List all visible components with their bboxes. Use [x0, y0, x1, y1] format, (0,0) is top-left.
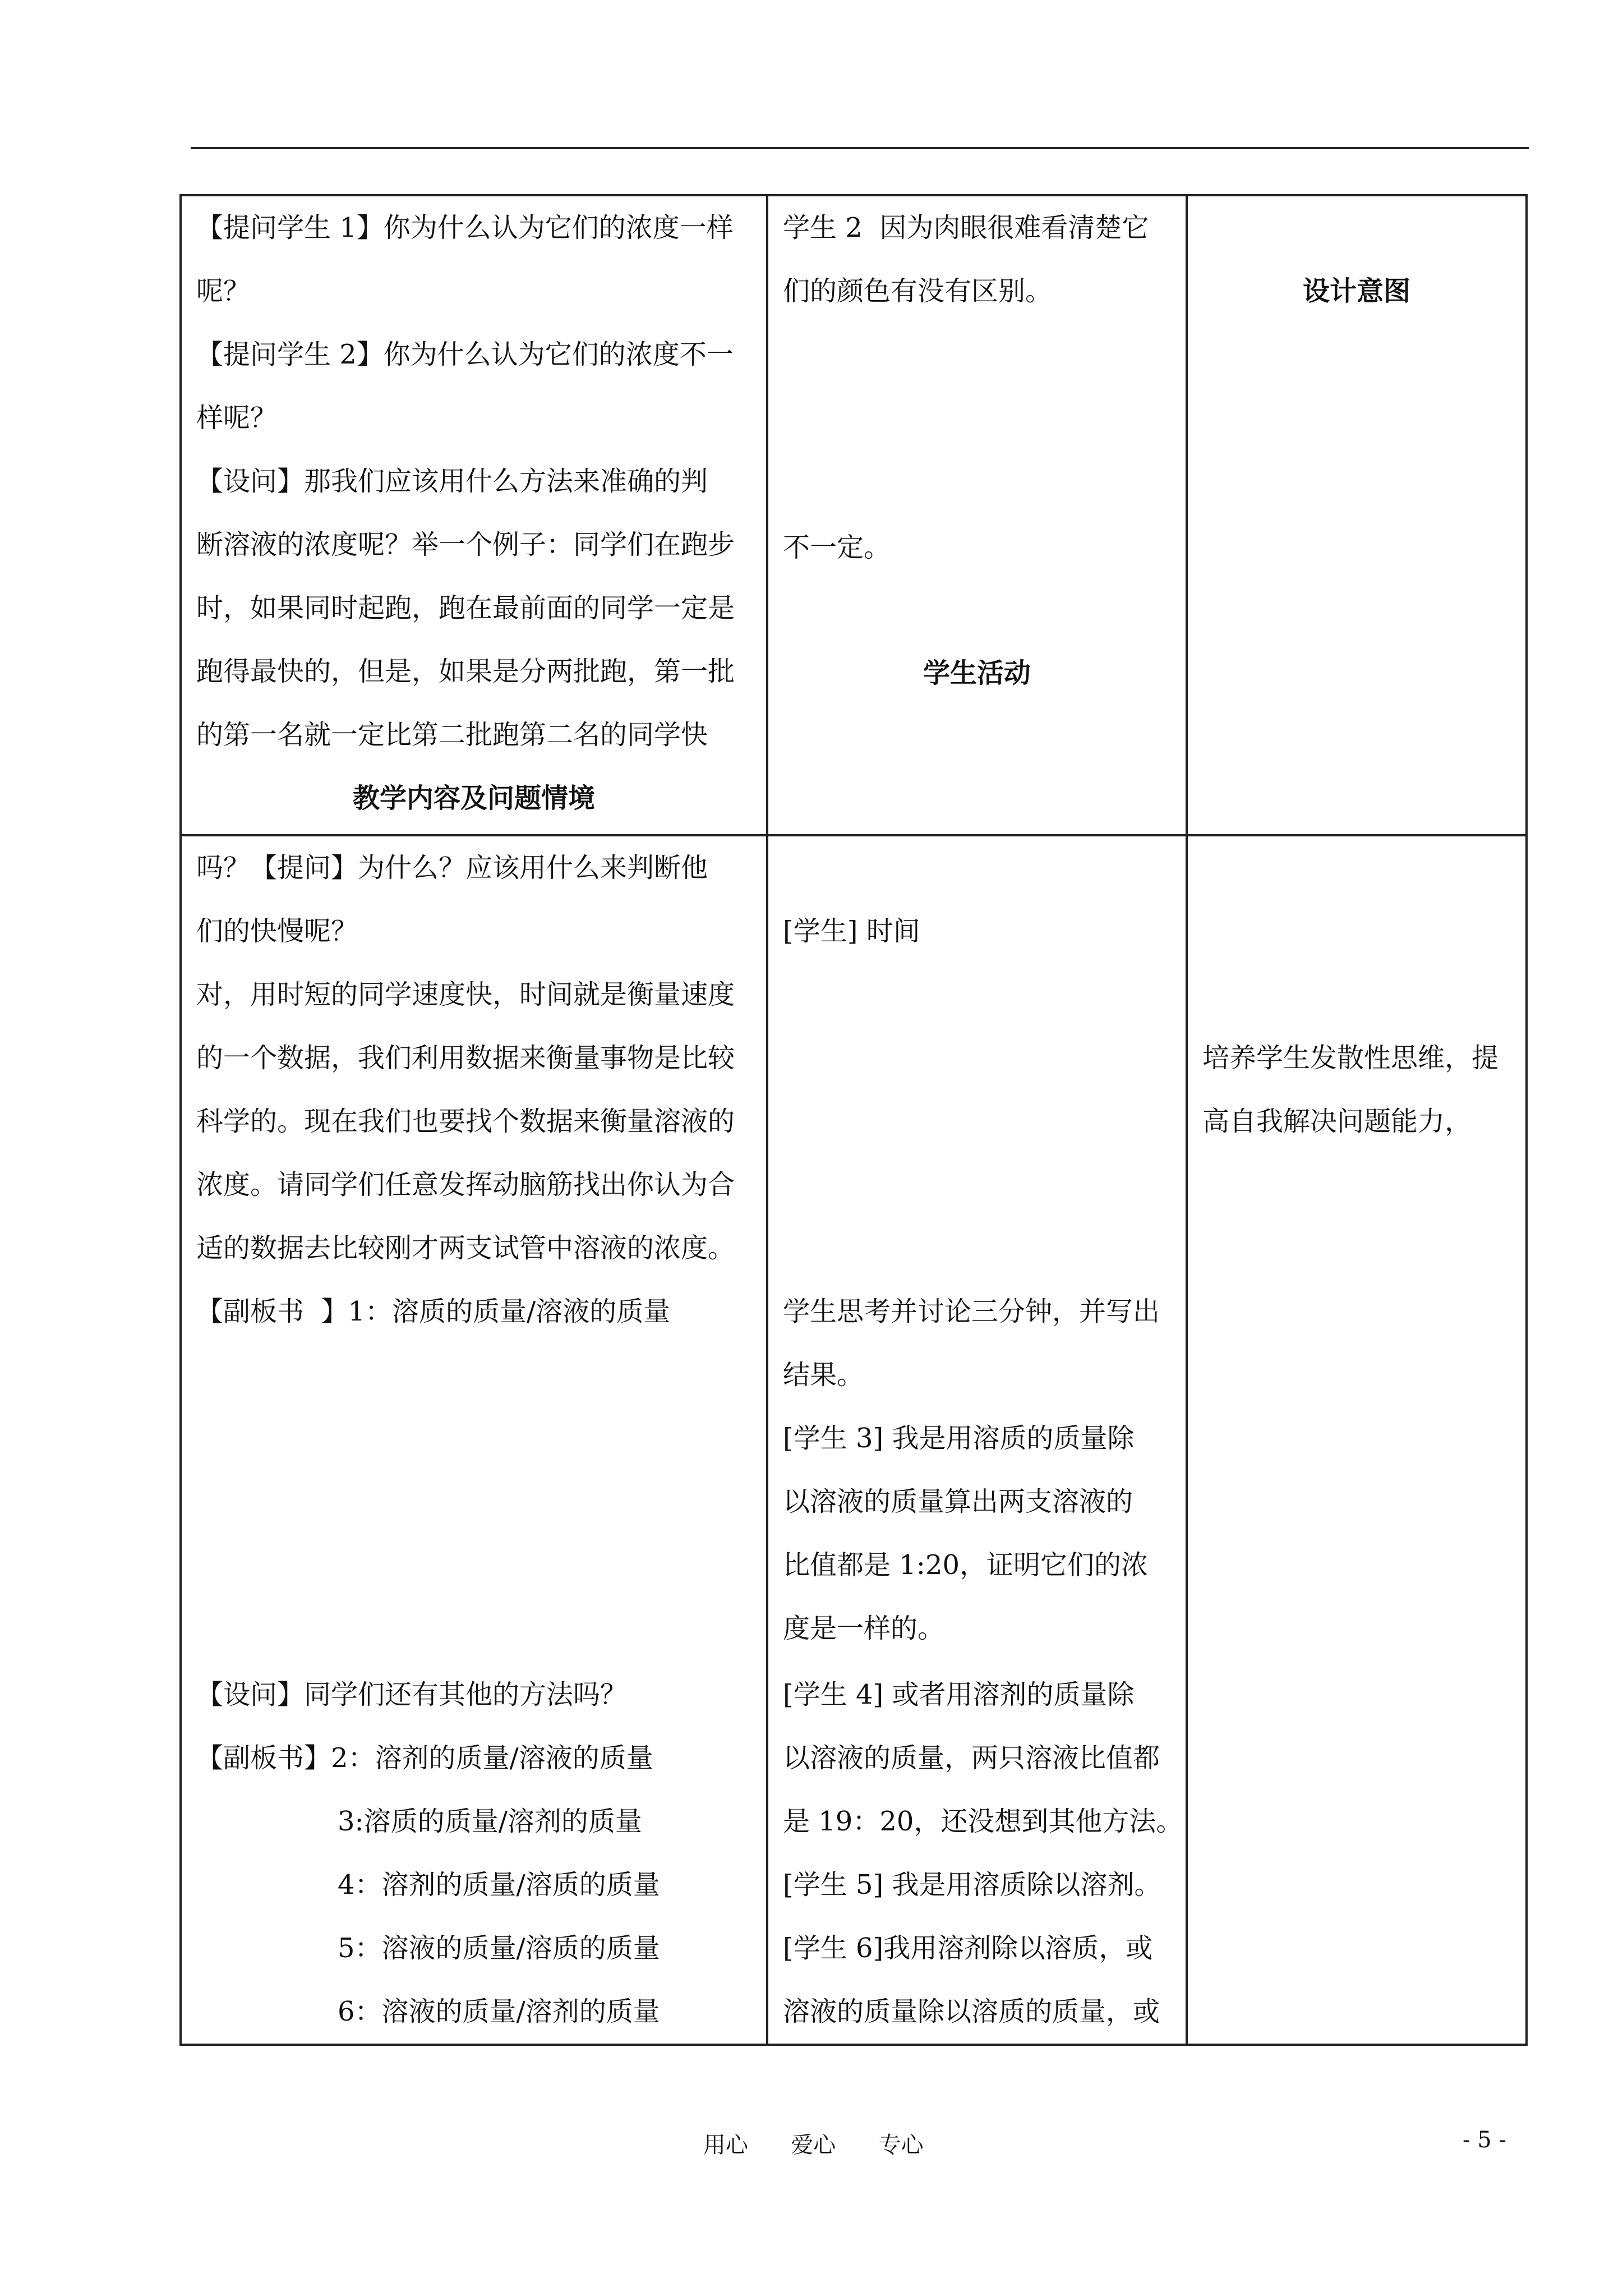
- text-line: 浓度。请同学们任意发挥动脑筋找出你认为合: [196, 1169, 735, 1200]
- text-line: 【设问】那我们应该用什么方法来准确的判: [196, 466, 708, 497]
- text-line: 【提问学生 2】你为什么认为它们的浓度不一: [196, 339, 734, 370]
- text-line: 6：溶液的质量/溶剂的质量: [338, 1996, 660, 2027]
- text-line: 以溶液的质量算出两支溶液的: [783, 1486, 1133, 1517]
- text-line: 比值都是 1:20，证明它们的浓: [783, 1549, 1149, 1581]
- column-header-design-intent: 设计意图: [1302, 275, 1410, 307]
- text-line: 4：溶剂的质量/溶质的质量: [338, 1869, 660, 1901]
- text-line: 培养学生发散性思维，提: [1202, 1042, 1499, 1074]
- text-line: [学生 4] 或者用溶剂的质量除: [783, 1679, 1135, 1710]
- text-line: 跑得最快的，但是，如果是分两批跑，第一批: [196, 656, 735, 687]
- text-line: 适的数据去比较刚才两支试管中溶液的浓度。: [196, 1232, 735, 1264]
- text-line: 【设问】同学们还有其他的方法吗？: [196, 1679, 628, 1710]
- text-line: 们的快慢呢？: [196, 915, 358, 947]
- text-line: [学生 3] 我是用溶质的质量除: [783, 1423, 1135, 1454]
- text-line: 以溶液的质量，两只溶液比值都: [783, 1742, 1160, 1774]
- text-line: 高自我解决问题能力，: [1202, 1106, 1472, 1137]
- footer-motto: 用心 爱心 专心: [703, 2132, 924, 2158]
- text-line: 度是一样的。: [783, 1613, 945, 1644]
- text-line: [学生] 时间: [783, 915, 920, 947]
- table-border-left: [179, 194, 182, 2046]
- text-line: 溶液的质量除以溶质的质量，或: [783, 1996, 1160, 2027]
- text-line: 呢？: [196, 275, 251, 307]
- text-line: 学生 2 因为肉眼很难看清楚它: [783, 212, 1149, 243]
- text-line: 3:溶质的质量/溶剂的质量: [338, 1806, 642, 1837]
- text-line: 的一个数据，我们利用数据来衡量事物是比较: [196, 1042, 735, 1074]
- text-line: 【提问学生 1】你为什么认为它们的浓度一样: [196, 212, 734, 243]
- text-line: 断溶液的浓度呢？举一个例子：同学们在跑步: [196, 529, 735, 560]
- text-line: 【副板书 】1：溶质的质量/溶液的质量: [196, 1296, 671, 1327]
- text-line: 时，如果同时起跑，跑在最前面的同学一定是: [196, 592, 735, 624]
- text-line: 对，用时短的同学速度快，时间就是衡量速度: [196, 979, 735, 1010]
- table-border-right: [1525, 194, 1528, 2046]
- text-line: 科学的。现在我们也要找个数据来衡量溶液的: [196, 1106, 735, 1137]
- column-header-teaching-content: 教学内容及问题情境: [352, 783, 595, 814]
- text-line: 不一定。: [783, 532, 891, 563]
- text-line: 们的颜色有没有区别。: [783, 275, 1053, 307]
- text-line: 吗？【提问】为什么？应该用什么来判断他: [196, 852, 708, 884]
- text-line: [学生 6]我用溶剂除以溶质，或: [783, 1932, 1153, 1964]
- text-line: 【副板书】2：溶剂的质量/溶液的质量: [196, 1742, 653, 1774]
- table-column-divider-1: [766, 194, 768, 2046]
- text-line: 是 19：20，还没想到其他方法。: [783, 1806, 1183, 1837]
- page-number: - 5 -: [1463, 2127, 1506, 2153]
- text-line: [学生 5] 我是用溶质除以溶剂。: [783, 1869, 1161, 1901]
- table-column-divider-2: [1186, 194, 1188, 2046]
- header-rule: [191, 147, 1529, 149]
- table-border-bottom: [179, 2044, 1528, 2046]
- column-header-student-activity: 学生活动: [923, 657, 1031, 689]
- text-line: 5：溶液的质量/溶质的质量: [338, 1932, 660, 1964]
- text-line: 样呢？: [196, 402, 278, 434]
- text-line: 的第一名就一定比第二批跑第二名的同学快: [196, 719, 708, 751]
- text-line: 学生思考并讨论三分钟，并写出: [783, 1296, 1160, 1327]
- text-line: 结果。: [783, 1359, 864, 1391]
